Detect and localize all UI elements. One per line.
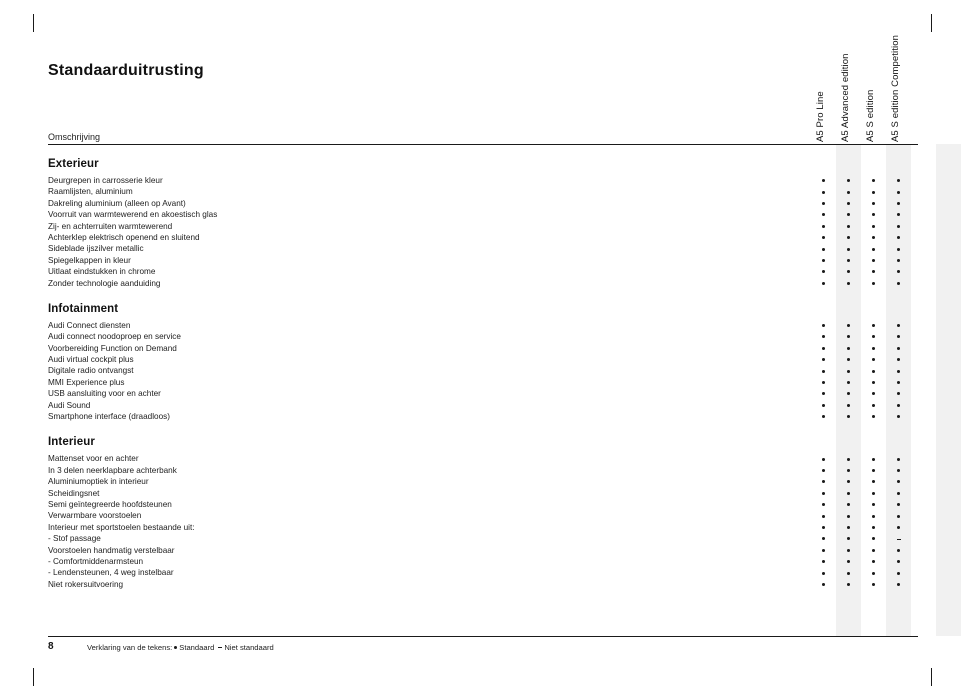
table-row xyxy=(48,255,918,266)
mark-standard xyxy=(872,179,875,182)
mark-standard xyxy=(822,213,825,216)
mark-standard xyxy=(822,549,825,552)
mark-standard xyxy=(822,515,825,518)
row-label: Voorbereiding Function on Demand xyxy=(48,343,177,353)
table-row xyxy=(48,377,918,388)
mark-standard xyxy=(872,549,875,552)
mark-standard xyxy=(822,335,825,338)
row-label: Audi Sound xyxy=(48,400,91,410)
row-label: Uitlaat eindstukken in chrome xyxy=(48,267,156,277)
mark-standard xyxy=(872,583,875,586)
row-label: - Comfortmiddenarmsteun xyxy=(48,556,144,566)
table-row xyxy=(48,533,918,544)
mark-standard xyxy=(847,282,850,285)
row-label: Voorruit van warmtewerend en akoestisch glas xyxy=(48,210,218,220)
column-header-0: A5 Pro Line xyxy=(815,91,826,142)
mark-standard xyxy=(822,392,825,395)
mark-standard xyxy=(822,537,825,540)
mark-standard xyxy=(822,270,825,273)
mark-standard xyxy=(822,259,825,262)
row-label: Mattenset voor en achter xyxy=(48,454,139,464)
row-label: Verwarmbare voorstoelen xyxy=(48,511,142,521)
table-row xyxy=(48,278,918,289)
mark-standard xyxy=(847,259,850,262)
mark-standard xyxy=(897,469,900,472)
page xyxy=(48,35,918,660)
table-row xyxy=(48,331,918,342)
mark-standard xyxy=(847,549,850,552)
mark-standard xyxy=(872,270,875,273)
table-row xyxy=(48,320,918,331)
mark-standard xyxy=(897,282,900,285)
mark-standard xyxy=(847,248,850,251)
crop-mark-bottom-left xyxy=(33,668,34,686)
mark-standard xyxy=(897,191,900,194)
mark-standard xyxy=(822,225,825,228)
mark-standard xyxy=(847,503,850,506)
mark-standard xyxy=(897,560,900,563)
mark-standard xyxy=(872,213,875,216)
table-row xyxy=(48,499,918,510)
mark-standard xyxy=(872,492,875,495)
mark-standard xyxy=(822,282,825,285)
table-row xyxy=(48,510,918,521)
section xyxy=(48,289,918,423)
mark-standard xyxy=(847,335,850,338)
mark-standard xyxy=(872,248,875,251)
mark-standard xyxy=(897,515,900,518)
table-row xyxy=(48,186,918,197)
mark-standard xyxy=(822,415,825,418)
mark-standard xyxy=(897,248,900,251)
mark-standard xyxy=(847,179,850,182)
description-column-header: Omschrijving xyxy=(48,132,101,142)
mark-standard xyxy=(897,572,900,575)
mark-standard xyxy=(822,458,825,461)
legend-not-standard-icon xyxy=(218,647,222,648)
table-row xyxy=(48,388,918,399)
row-label: MMI Experience plus xyxy=(48,377,125,387)
mark-standard xyxy=(847,469,850,472)
row-label: Zonder technologie aanduiding xyxy=(48,278,161,288)
mark-standard xyxy=(847,358,850,361)
mark-standard xyxy=(872,480,875,483)
table-row xyxy=(48,365,918,376)
mark-standard xyxy=(897,415,900,418)
mark-standard xyxy=(822,324,825,327)
mark-standard xyxy=(872,347,875,350)
row-label: USB aansluiting voor en achter xyxy=(48,389,161,399)
section-title: Interieur xyxy=(48,436,95,449)
mark-standard xyxy=(847,415,850,418)
mark-standard xyxy=(847,572,850,575)
mark-standard xyxy=(872,392,875,395)
mark-standard xyxy=(872,191,875,194)
page-number: 8 xyxy=(48,641,54,652)
row-label: Deurgrepen in carrosserie kleur xyxy=(48,176,163,185)
row-label: Achterklep elektrisch openend en sluitend xyxy=(48,232,200,242)
row-label: Digitale radio ontvangst xyxy=(48,366,134,376)
mark-standard xyxy=(847,236,850,239)
mark-standard xyxy=(847,492,850,495)
mark-standard xyxy=(872,202,875,205)
mark-standard xyxy=(847,480,850,483)
mark-standard xyxy=(822,381,825,384)
row-label: In 3 delen neerklapbare achterbank xyxy=(48,465,177,475)
mark-standard xyxy=(847,347,850,350)
mark-standard xyxy=(897,381,900,384)
mark-standard xyxy=(822,572,825,575)
row-label: Interieur met sportstoelen bestaande uit: xyxy=(48,522,195,532)
mark-standard xyxy=(897,404,900,407)
mark-standard xyxy=(897,503,900,506)
row-label: Niet rokersuitvoering xyxy=(48,579,124,589)
mark-standard xyxy=(822,248,825,251)
table-row xyxy=(48,556,918,567)
row-label: - Stof passage xyxy=(48,534,101,544)
legend-prefix: Verklaring van de tekens: xyxy=(87,643,173,652)
legend xyxy=(87,643,274,652)
page-footer xyxy=(48,641,918,661)
mark-standard xyxy=(847,370,850,373)
row-label: Audi virtual cockpit plus xyxy=(48,355,134,365)
mark-standard xyxy=(897,526,900,529)
table-row xyxy=(48,209,918,220)
mark-standard xyxy=(872,282,875,285)
table-row xyxy=(48,465,918,476)
mark-standard xyxy=(822,480,825,483)
table-row xyxy=(48,579,918,590)
mark-standard xyxy=(872,503,875,506)
table-row xyxy=(48,266,918,277)
mark-standard xyxy=(822,370,825,373)
table-row xyxy=(48,488,918,499)
table-row xyxy=(48,354,918,365)
mark-standard xyxy=(872,560,875,563)
mark-standard xyxy=(822,179,825,182)
mark-standard xyxy=(847,404,850,407)
mark-standard xyxy=(897,583,900,586)
mark-standard xyxy=(847,202,850,205)
column-headers xyxy=(48,35,918,150)
mark-standard xyxy=(847,270,850,273)
mark-standard xyxy=(847,560,850,563)
mark-standard xyxy=(872,370,875,373)
table-row xyxy=(48,232,918,243)
mark-standard xyxy=(872,458,875,461)
table-row xyxy=(48,567,918,578)
mark-standard xyxy=(872,404,875,407)
crop-mark-top-left xyxy=(33,14,34,32)
row-label: Spiegelkappen in kleur xyxy=(48,255,131,265)
mark-standard xyxy=(897,335,900,338)
mark-standard xyxy=(872,381,875,384)
table-row xyxy=(48,476,918,487)
mark-standard xyxy=(847,458,850,461)
column-header-1: A5 Advanced edition xyxy=(840,53,851,142)
mark-standard xyxy=(872,236,875,239)
mark-standard xyxy=(822,526,825,529)
column-header-2: A5 S edition xyxy=(865,89,876,142)
row-label: Raamlijsten, aluminium xyxy=(48,187,133,197)
mark-standard xyxy=(872,259,875,262)
table-row xyxy=(48,243,918,254)
mark-standard xyxy=(847,526,850,529)
mark-standard xyxy=(822,358,825,361)
mark-standard xyxy=(872,415,875,418)
mark-standard xyxy=(897,236,900,239)
mark-standard xyxy=(847,515,850,518)
mark-standard xyxy=(847,392,850,395)
crop-mark-top-right xyxy=(931,14,932,32)
table-row xyxy=(48,453,918,464)
mark-standard xyxy=(897,347,900,350)
mark-standard xyxy=(822,404,825,407)
mark-standard xyxy=(897,549,900,552)
mark-standard xyxy=(897,179,900,182)
mark-standard xyxy=(847,537,850,540)
crop-mark-bottom-right xyxy=(931,668,932,686)
section-title: Infotainment xyxy=(48,302,119,315)
table-row xyxy=(48,198,918,209)
row-label: Aluminiumoptiek in interieur xyxy=(48,477,149,487)
mark-standard xyxy=(897,480,900,483)
row-label: Smartphone interface (draadloos) xyxy=(48,412,170,422)
feature-table xyxy=(48,144,918,590)
mark-standard xyxy=(872,572,875,575)
section xyxy=(48,144,918,289)
table-row xyxy=(48,545,918,556)
section-title: Exterieur xyxy=(48,158,99,170)
row-label: Audi connect noodoproep en service xyxy=(48,332,181,342)
mark-standard xyxy=(822,202,825,205)
mark-standard xyxy=(897,202,900,205)
row-label: - Lendensteunen, 4 weg instelbaar xyxy=(48,568,174,578)
mark-standard xyxy=(872,324,875,327)
mark-standard xyxy=(847,381,850,384)
mark-standard xyxy=(897,270,900,273)
table-row xyxy=(48,343,918,354)
mark-standard xyxy=(897,225,900,228)
table-row xyxy=(48,221,918,232)
mark-standard xyxy=(847,191,850,194)
mark-standard xyxy=(822,469,825,472)
row-label: Dakreling aluminium (alleen op Avant) xyxy=(48,198,186,208)
mark-standard xyxy=(872,526,875,529)
section xyxy=(48,422,918,590)
legend-standard-label: Standaard xyxy=(179,643,215,652)
mark-standard xyxy=(822,347,825,350)
footer-rule xyxy=(48,636,918,637)
mark-standard xyxy=(822,492,825,495)
mark-standard xyxy=(847,583,850,586)
mark-standard xyxy=(897,392,900,395)
table-row xyxy=(48,522,918,533)
mark-standard xyxy=(897,324,900,327)
mark-standard xyxy=(897,259,900,262)
page-title: Standaarduitrusting xyxy=(48,62,204,79)
row-label: Audi Connect diensten xyxy=(48,320,131,330)
mark-standard xyxy=(897,358,900,361)
row-label: Zij- en achterruiten warmtewerend xyxy=(48,221,173,231)
mark-standard xyxy=(872,225,875,228)
mark-standard xyxy=(847,324,850,327)
table-row xyxy=(48,175,918,186)
mark-standard xyxy=(897,370,900,373)
mark-standard xyxy=(847,225,850,228)
mark-standard xyxy=(897,458,900,461)
row-label: Voorstoelen handmatig verstelbaar xyxy=(48,545,175,555)
mark-standard xyxy=(822,583,825,586)
row-label: Sideblade ijszilver metallic xyxy=(48,244,144,254)
mark-standard xyxy=(847,213,850,216)
mark-standard xyxy=(822,503,825,506)
mark-standard xyxy=(897,213,900,216)
mark-standard xyxy=(872,335,875,338)
table-row xyxy=(48,400,918,411)
legend-standard-icon xyxy=(174,646,177,649)
mark-standard xyxy=(897,492,900,495)
row-label: Scheidingsnet xyxy=(48,488,100,498)
legend-not-standard-label: Niet standaard xyxy=(224,643,274,652)
mark-standard xyxy=(822,236,825,239)
table-row xyxy=(48,411,918,422)
mark-not-standard xyxy=(897,539,901,540)
mark-standard xyxy=(872,358,875,361)
mark-standard xyxy=(872,515,875,518)
mark-standard xyxy=(872,537,875,540)
column-header-3: A5 S edition Competition xyxy=(890,35,901,142)
mark-standard xyxy=(822,191,825,194)
mark-standard xyxy=(872,469,875,472)
row-label: Semi geïntegreerde hoofdsteunen xyxy=(48,499,172,509)
mark-standard xyxy=(822,560,825,563)
column-band-5 xyxy=(936,144,961,636)
